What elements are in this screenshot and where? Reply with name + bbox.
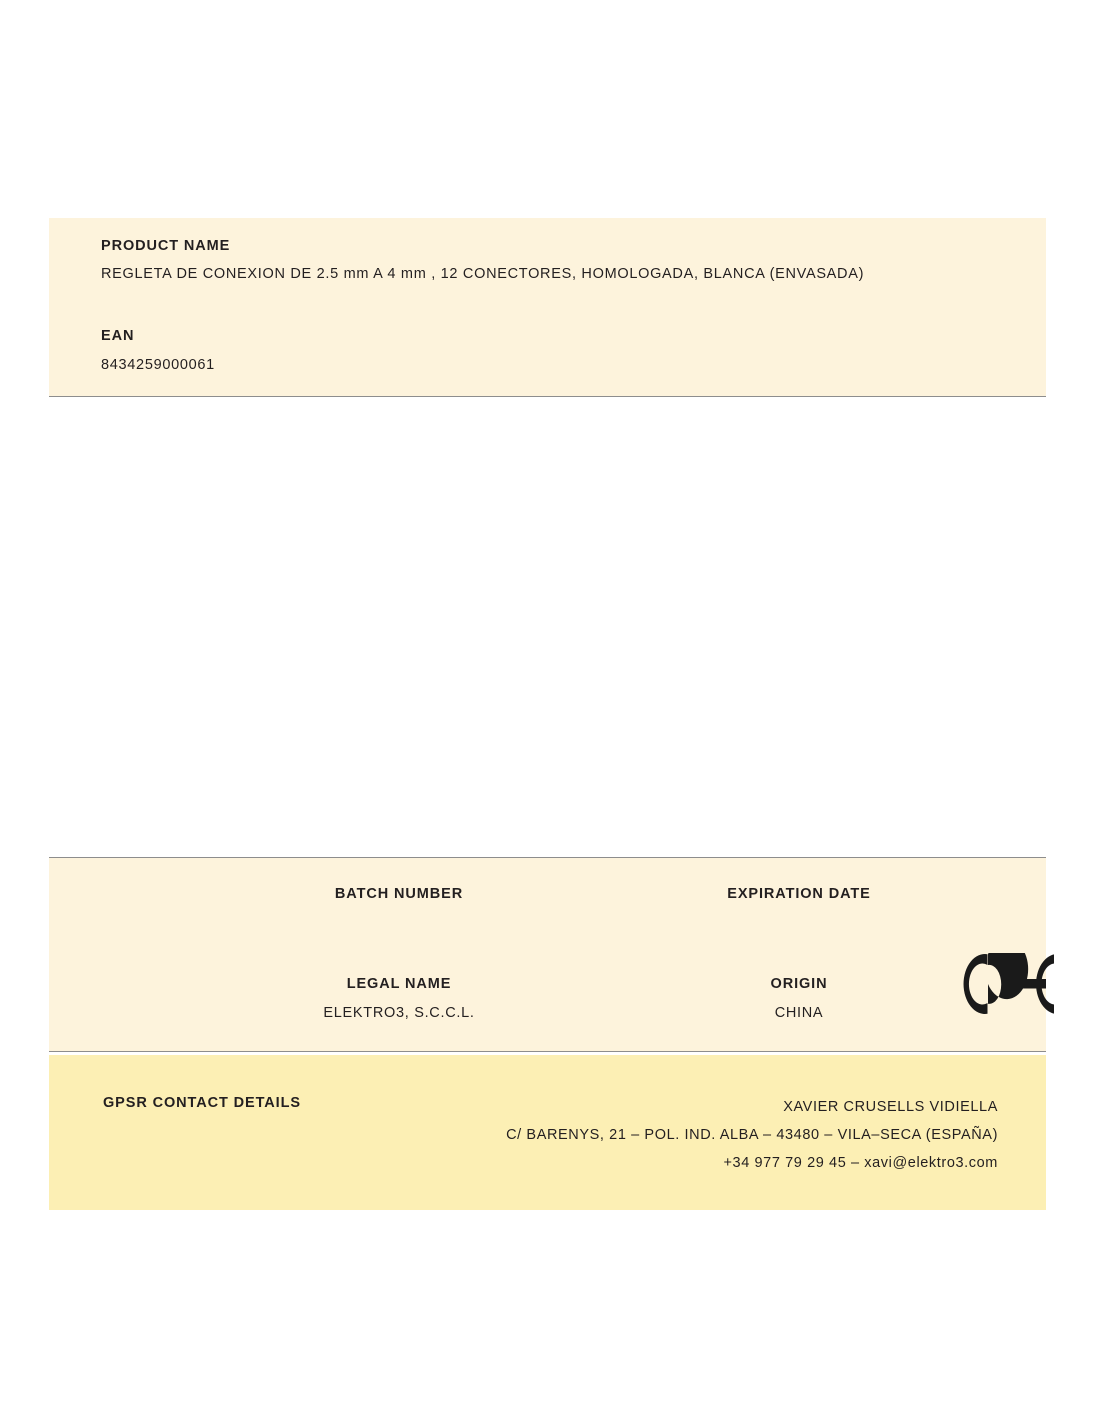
origin-value: CHINA [774, 1005, 824, 1021]
ean-label: EAN [101, 328, 135, 344]
product-info-block [49, 218, 1046, 397]
product-name-value: REGLETA DE CONEXION DE 2.5 mm A 4 mm , 12 CONECTORES, HOMOLOGADA, BLANCA (ENVASADA) [101, 266, 865, 282]
origin-label: ORIGIN [770, 976, 828, 992]
legal-name-label: LEGAL NAME [346, 976, 452, 992]
gpsr-contact-address: C/ BARENYS, 21 – POL. IND. ALBA – 43480 – VILA–SECA (ESPAÑA) [506, 1127, 998, 1143]
batch-number-label: BATCH NUMBER [334, 886, 464, 902]
product-name-label: PRODUCT NAME [101, 238, 231, 254]
ean-value: 8434259000061 [101, 357, 215, 373]
ce-mark-icon [944, 953, 1054, 1015]
gpsr-contact-details [506, 1093, 998, 1177]
gpsr-contact-label: GPSR CONTACT DETAILS [103, 1095, 301, 1111]
traceability-block [49, 857, 1046, 1052]
expiration-date-label: EXPIRATION DATE [727, 886, 871, 902]
gpsr-contact-phone-email: +34 977 79 29 45 – xavi@elektro3.com [723, 1155, 998, 1171]
legal-name-value: ELEKTRO3, S.C.C.L. [323, 1005, 475, 1021]
gpsr-contact-block [49, 1055, 1046, 1210]
gpsr-contact-name: XAVIER CRUSELLS VIDIELLA [783, 1099, 998, 1115]
